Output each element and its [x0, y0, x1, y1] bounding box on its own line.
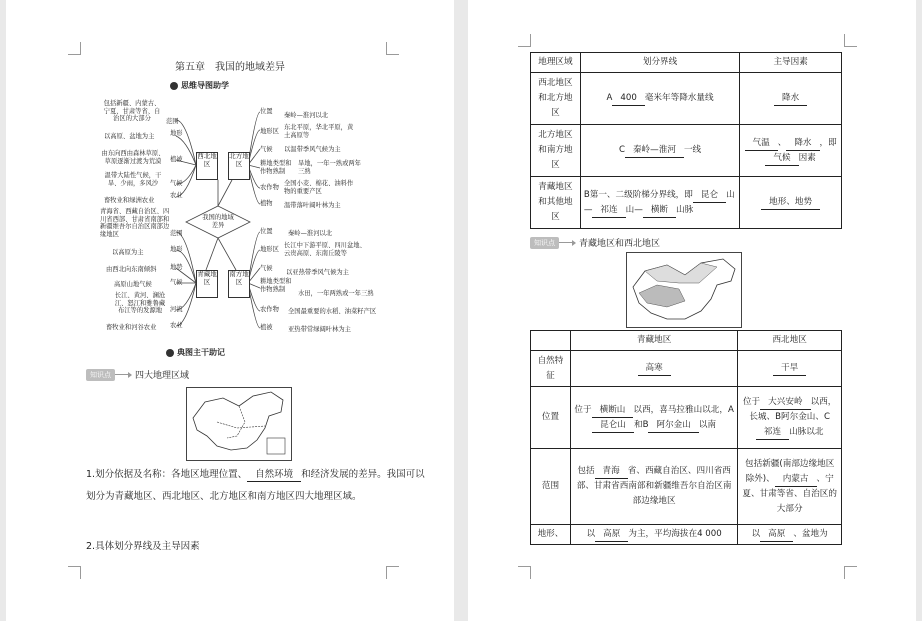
- s-farm-label: 农作物: [260, 306, 279, 313]
- section-main-title: 典图主干助记: [177, 348, 225, 357]
- col-header-factor: 主导因素: [740, 53, 842, 73]
- row-label: 地形、: [531, 525, 571, 545]
- s-terrain-label: 地形区: [260, 246, 279, 253]
- col-header-region: 地理区域: [531, 53, 581, 73]
- n-terrain-label: 地形区: [260, 128, 279, 135]
- col-header-blank: [531, 331, 571, 351]
- arrow-icon: [115, 374, 131, 375]
- arrow-icon: [559, 242, 575, 243]
- qz-cell: 包括 青海 省、西藏自治区、四川省西部、甘肃省西南部和新疆维吾尔自治区南部边缘地区: [570, 449, 737, 525]
- qz-slope-label: 地势: [170, 264, 183, 271]
- qz-range-label: 范围: [170, 230, 183, 237]
- row-label: 自然特征: [531, 351, 571, 387]
- region-cell: 北方地区和南方地区: [531, 125, 581, 177]
- crop-mark: [518, 566, 531, 579]
- qz-agri-label: 农业: [170, 322, 183, 329]
- line-cell: C 秦岭—淮河 一线: [580, 125, 739, 177]
- qz-cell: 高寒: [570, 351, 737, 387]
- n-plant-value: 温带落叶阔叶林为主: [284, 202, 341, 209]
- s-plant-value: 亚热带常绿阔叶林为主: [288, 326, 351, 333]
- knowledge-point-2: [530, 236, 660, 249]
- section-mindmap-title: 思维导图助学: [181, 81, 229, 90]
- p1-answer-blank: 自然环境: [247, 468, 301, 482]
- qz-agri-value: 畜牧业和河谷农业: [106, 324, 157, 331]
- knowledge-point-1: [86, 368, 189, 381]
- qz-climate-label: 气候: [170, 279, 183, 286]
- table-row: [531, 177, 842, 229]
- n-crop-value: 旱地，一年一熟或两年三熟: [298, 160, 361, 175]
- mindmap-node-northwest: 西北地区: [196, 152, 218, 180]
- qz-cell: 位于 横断山 以西，喜马拉雅山以北，A昆仑山 和B 阿尔金山 以南: [570, 387, 737, 449]
- qz-range-value: 青海省、西藏自治区、四川省西部、甘肃省南部和新疆维吾尔自治区南部边缘地区: [100, 208, 170, 238]
- nw-veg-value: 由东向西由森林草原、草原逐渐过渡为荒漠: [101, 150, 165, 165]
- nw-terrain-value: 以高原、盆地为主: [104, 133, 155, 140]
- nw-veg-label: 植被: [170, 156, 183, 163]
- s-terrain-value: 长江中下游平原、四川盆地、云贵高原、东南丘陵等: [284, 242, 366, 257]
- s-climate-value: 以亚热带季风气候为主: [286, 269, 349, 276]
- s-pos-value: 秦岭—淮河以北: [288, 230, 333, 237]
- factor-cell: 地形、地势: [740, 177, 842, 229]
- mindmap-center: 我国的地域差异: [202, 214, 234, 229]
- qz-cell: 以 高原 为主，平均海拔在4 000: [570, 525, 737, 545]
- boundary-table: [530, 52, 842, 229]
- nw-cell: 位于 大兴安岭 以西，长城、B阿尔金山、C祁连 山脉以北: [738, 387, 842, 449]
- table-row: [531, 387, 842, 449]
- nw-cell: 包括新疆(南部边缘地区除外)、 内蒙古 、宁夏、甘肃等省、自治区的大部分: [738, 449, 842, 525]
- region-compare-table: [530, 330, 842, 545]
- mindmap-connectors: [6, 0, 454, 360]
- qz-river-label: 河流: [170, 306, 183, 313]
- document-page-left: [6, 0, 454, 621]
- s-crop-value: 水田，一年两熟或一年三熟: [298, 290, 374, 297]
- row-label: 位置: [531, 387, 571, 449]
- factor-cell: 降水: [740, 73, 842, 125]
- kp2-title: 青藏地区和西北地区: [579, 239, 661, 249]
- qz-terrain-label: 地形: [170, 246, 183, 253]
- qz-climate-value: 高原山地气候: [114, 281, 152, 288]
- nw-climate-value: 温带大陆性气候，干旱、少雨，多风沙: [104, 172, 162, 187]
- nw-climate-label: 气候: [170, 180, 183, 187]
- nw-agri-value: 畜牧业和绿洲农业: [104, 197, 155, 204]
- col-header-qingzang: 青藏地区: [570, 331, 737, 351]
- s-farm-value: 全国最重要的水稻、油菜籽产区: [288, 308, 377, 315]
- nw-range-value: 包括新疆、内蒙古、宁夏、甘肃等省、自治区的大部分: [103, 100, 161, 122]
- n-climate-label: 气候: [260, 146, 273, 153]
- crop-mark: [68, 566, 81, 579]
- n-pos-value: 秦岭—淮河以北: [284, 112, 329, 119]
- s-climate-label: 气候: [260, 265, 273, 272]
- paragraph-2: 2.具体划分界线及主导因素: [86, 541, 200, 552]
- crop-mark: [386, 566, 399, 579]
- table-row: [531, 525, 842, 545]
- s-crop-label: 耕地类型和作物熟制: [260, 278, 292, 293]
- chapter-title: 第五章 我国的地域差异: [175, 62, 285, 73]
- row-label: 范围: [531, 449, 571, 525]
- nw-terrain-label: 地形: [170, 130, 183, 137]
- mindmap: [6, 0, 454, 360]
- crop-mark: [844, 566, 857, 579]
- col-header-northwest: 西北地区: [738, 331, 842, 351]
- line-cell: B第一、二级阶梯分界线，即 昆仑 山— 祁连 山— 横断 山脉: [580, 177, 739, 229]
- s-pos-label: 位置: [260, 228, 273, 235]
- qingzang-northwest-map: [626, 252, 742, 328]
- section-main-header: [166, 347, 225, 358]
- n-terrain-value: 东北平原，华北平原，黄土高原等: [284, 124, 354, 139]
- mindmap-node-qingzang: 青藏地区: [196, 270, 218, 298]
- mindmap-node-north: 北方地区: [228, 152, 250, 180]
- line-cell: A 400 毫米年等降水量线: [580, 73, 739, 125]
- china-map-icon: [187, 388, 291, 460]
- p1-text-b: 和经济发展的差异。我国可以划分为青藏地区、西北地区、北方地区和南方地区四大地理区域。: [86, 469, 425, 502]
- china-map-icon: [627, 253, 741, 327]
- region-cell: 青藏地区和其他地区: [531, 177, 581, 229]
- qz-river-value: 长江、黄河、澜沧江、怒江和雅鲁藏布江等的发源地: [114, 292, 166, 314]
- n-pos-label: 位置: [260, 108, 273, 115]
- china-map-four-regions: [186, 387, 292, 461]
- n-farm-label: 农作物: [260, 184, 279, 191]
- nw-agri-label: 农业: [170, 192, 183, 199]
- region-cell: 西北地区和北方地区: [531, 73, 581, 125]
- paragraph-1: [86, 464, 426, 508]
- mindmap-node-south: 南方地区: [228, 270, 250, 298]
- factor-cell: 气温 、 降水 ，即气候 因素: [740, 125, 842, 177]
- kp-tag: 知识点: [86, 369, 115, 381]
- crop-mark: [518, 34, 531, 47]
- table-row: [531, 449, 842, 525]
- table-row: [531, 125, 842, 177]
- crop-mark: [844, 34, 857, 47]
- s-plant-label: 植被: [260, 324, 273, 331]
- n-plant-label: 植物: [260, 200, 273, 207]
- p1-text-a: 1.划分依据及名称：各地区地理位置、: [86, 469, 248, 480]
- col-header-line: 划分界线: [580, 53, 739, 73]
- nw-cell: 以 高原 、盆地为: [738, 525, 842, 545]
- document-page-right: [468, 0, 916, 621]
- table-row: [531, 351, 842, 387]
- n-farm-value: 全国小麦、棉花、油料作物的重要产区: [284, 180, 354, 195]
- qz-terrain-value: 以高原为主: [112, 249, 144, 256]
- bullet-icon: [166, 349, 174, 357]
- kp1-title: 四大地理区域: [135, 371, 190, 381]
- nw-cell: 干旱: [738, 351, 842, 387]
- n-crop-label: 耕地类型和作物熟制: [260, 160, 292, 175]
- kp-tag: 知识点: [530, 237, 559, 249]
- nw-range-label: 范围: [166, 118, 179, 125]
- table-row: [531, 73, 842, 125]
- n-climate-value: 以温带季风气候为主: [284, 146, 341, 153]
- qz-slope-value: 由西北向东南倾斜: [106, 266, 157, 273]
